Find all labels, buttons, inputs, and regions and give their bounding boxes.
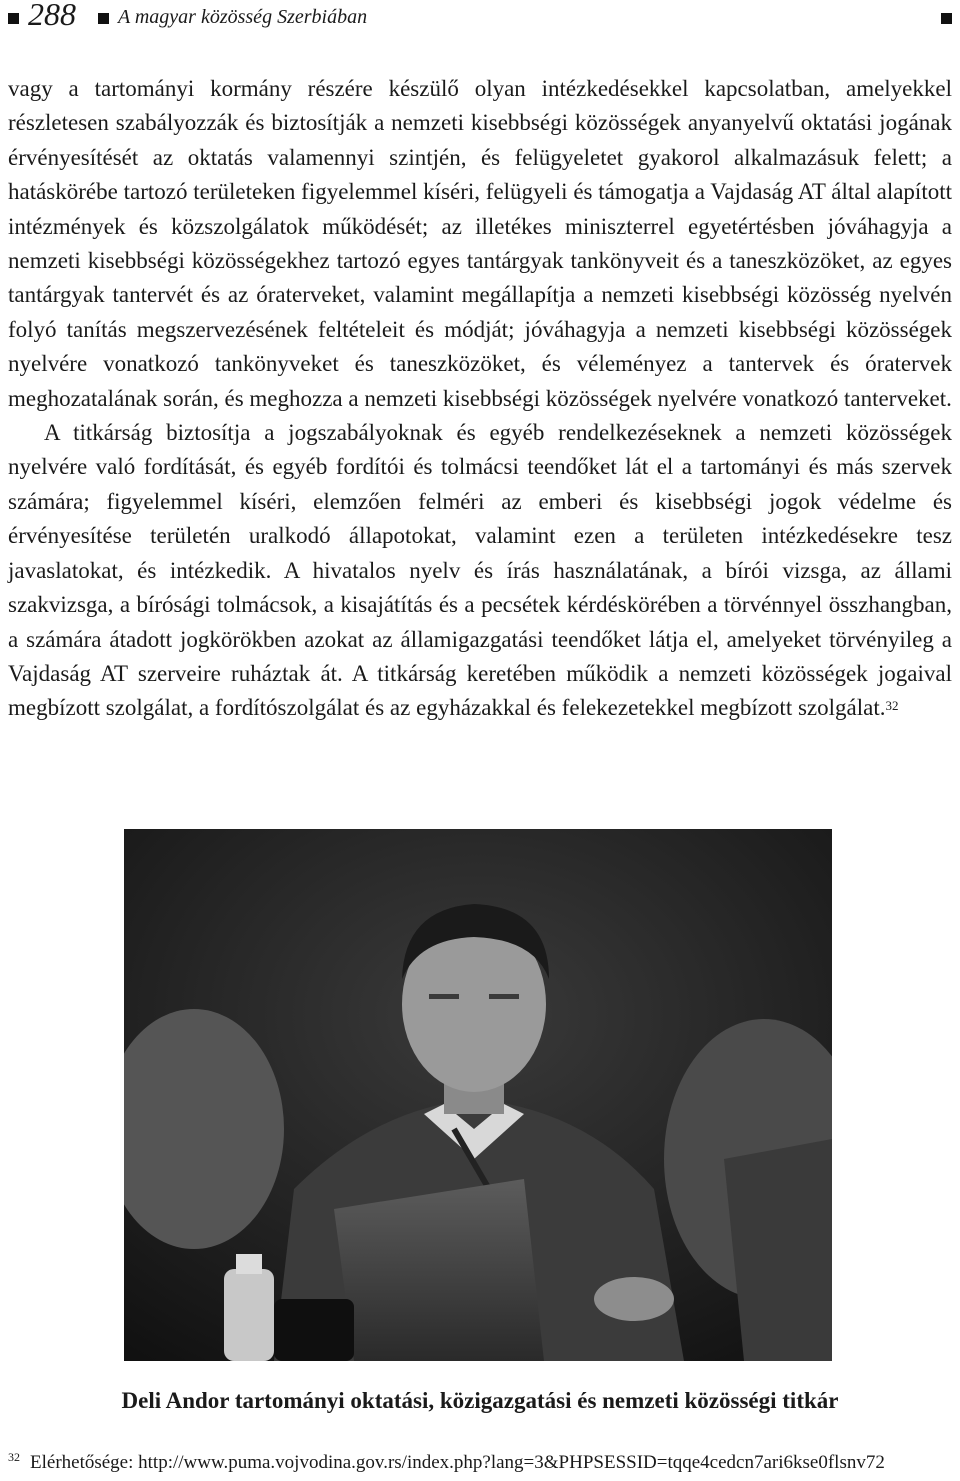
photo-illustration: [124, 829, 832, 1361]
square-bullet-icon: [8, 13, 19, 24]
page-number: 288: [28, 0, 76, 32]
photo-caption: Deli Andor tartományi oktatási, közigazgatási és nemzeti közösségi titkár: [121, 1388, 839, 1413]
running-title: A magyar közösség Szerbiában: [118, 6, 368, 28]
portrait-photo: [124, 829, 832, 1361]
paragraph: vagy a tartományi kormány részére készülő olyan intézkedésekkel kapcsolatban, amelyekkel részletesen szabályozzák és biztosítják a nemzeti kisebbségi közösségek anyanyelvű oktatási jogának érvényesítését az oktatás valamennyi szintjén, és felügyeletet gyakorol alkalmazásuk felett; a hatáskörébe tartozó területeken figyelemmel kíséri, felügyeli és támogatja a Vajdaság AT által alapított intézmények és közszolgálatok működését; az illetékes miniszterrel egyetértésben jóváhagyja a nemzeti kisebbségi közösségekhez tartozó egyes tantárgyak tankönyveit és a taneszközöket, az egyes tantárgyak tantervét és az óraterveket, valamint megállapítja a nemzeti kisebbségi közösség nyelvén folyó tanítás megszervezésének feltételeit és módját; jóváhagyja a nemzeti kisebbségi közösségek nyelvére vonatkozó tankönyveket és taneszközöket, és véleményez a tantervek és óratervek meghozatalának során, és meghozza a nemzeti kisebbségi közösségek nyelvére vonatkozó tanterveket.: [8, 76, 952, 411]
footnote: [8, 1452, 885, 1474]
footnote-reference: 32: [885, 698, 899, 714]
square-bullet-icon: [98, 13, 109, 24]
footnote-text: Elérhetősége: http://www.puma.vojvodina.gov.rs/index.php?lang=3&PHPSESSID=tqqe4cedcn7ari6kse0flsnv72: [30, 1452, 885, 1473]
footnote-number: 32: [8, 1450, 20, 1464]
page-header: [8, 0, 952, 40]
paragraph: A titkárság biztosítja a jogszabályoknak és egyéb rendelkezéseknek a nemzeti közösségek nyelvére való fordítását, és egyéb fordítói és tolmácsi teendőket lát el a tartományi és más szervek számára; figyelemmel kíséri, elemzően felméri az emberi és kisebbségi jogok védelme és érvényesítése területén uralkodó állapotokat, valamint ezen a területen intézkedésekre tesz javaslatokat, és intézkedik. A hivatalos nyelv és írás használatának, a bírói vizsga, az állami szakvizsga, a bírósági tolmácsok, a kisajátítás és a pecsétek kérdéskörében a törvénnyel összhangban, a számára átadott jogkörökben azokat az államigazgatási teendőket látja el, amelyeket törvényileg a Vajdaság AT szerveire ruháztak át. A titkárság keretében működik a nemzeti közösségek jogaival megbízott szolgálat, a fordítószolgálat és az egyházakkal és felekezetekkel megbízott szolgálat.$^{32}$: [8, 420, 952, 721]
body-text: [8, 72, 952, 726]
square-bullet-icon: [941, 13, 952, 24]
